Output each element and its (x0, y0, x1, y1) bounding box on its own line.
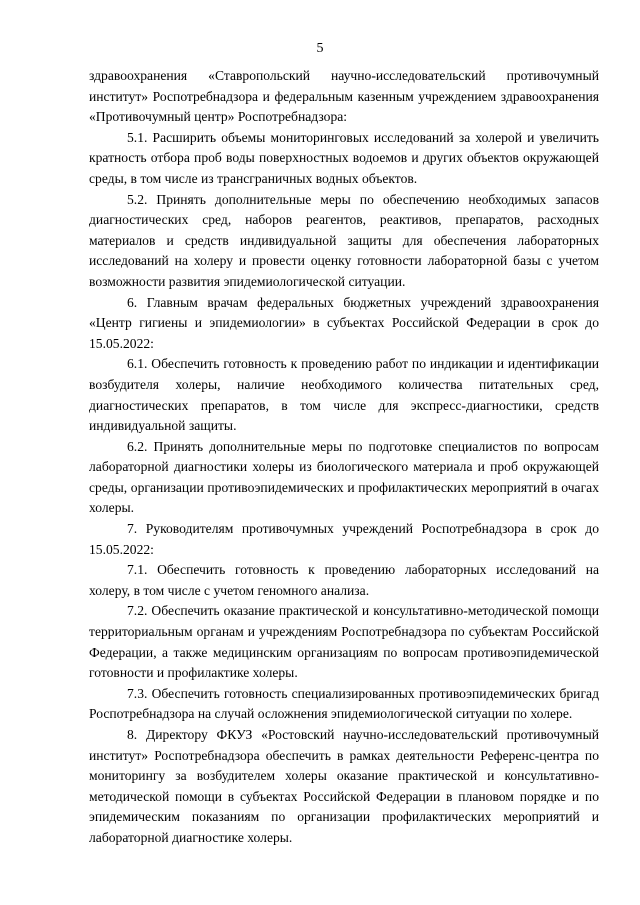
paragraph-7-2: 7.2. Обеспечить оказание практической и консультативно-методической помощи территориальным органам и учреждениям Роспотребнадзора по субъектам Российской Федерации, а также медицинским организациям по вопросам противоэпидемической готовности и профилактике холеры. (89, 603, 599, 681)
document-body (89, 66, 599, 849)
paragraph-5-1: 5.1. Расширить объемы мониторинговых исследований за холерой и увеличить кратность отбора проб воды поверхностных водоемов и других объектов окружающей среды, в том числе из трансграничных водных объектов. (89, 129, 599, 186)
paragraph-6-2: 6.2. Принять дополнительные меры по подготовке специалистов по вопросам лабораторной диагностики холеры из биологического материала и проб окружающей среды, организации противоэпидемических и профилактических мероприятий в очагах холеры. (89, 438, 599, 516)
page-number: 5 (316, 41, 324, 56)
paragraph-6-1: 6.1. Обеспечить готовность к проведению работ по индикации и идентификации возбудителя холеры, наличие необходимого количества питательных сред, диагностических препаратов, в том числе для экспресс-диагностики, средств индивидуальной защиты. (89, 356, 599, 434)
paragraph-5-2: 5.2. Принять дополнительные меры по обеспечению необходимых запасов диагностических сред, наборов реагентов, реактивов, препаратов, расходных материалов и средств индивидуальной защиты для обеспечения лабораторных исследований на холеру и провести оценку готовности лабораторной базы с учетом возможности развития эпидемиологической ситуации. (89, 191, 599, 289)
paragraph-intro-continuation: здравоохранения «Ставропольский научно-исследовательский противочумный институт» Роспотребнадзора и федеральным казенным учреждением здравоохранения «Противочумный центр» Роспотребнадзора: (89, 68, 599, 125)
paragraph-7-1: 7.1. Обеспечить готовность к проведению лабораторных исследований на холеру, в том числе с учетом геномного анализа. (89, 562, 599, 598)
paragraph-7: 7. Руководителям противочумных учреждений Роспотребнадзора в срок до 15.05.2022: (89, 521, 599, 557)
paragraph-8: 8. Директору ФКУЗ «Ростовский научно-исследовательский противочумный институт» Роспотребнадзора обеспечить в рамках деятельности Референс-центра по мониторингу за возбудителем холеры оказание практической и консультативно-методической помощи в субъектах Российской Федерации в плановом порядке и по эпидемическим показаниям по организации профилактических мероприятий и лабораторной диагностике холеры. (89, 727, 599, 845)
paragraph-7-3: 7.3. Обеспечить готовность специализированных противоэпидемических бригад Роспотребнадзора на случай осложнения эпидемиологической ситуации по холере. (89, 685, 599, 722)
paragraph-6: 6. Главным врачам федеральных бюджетных учреждений здравоохранения «Центр гигиены и эпидемиологии» в субъектах Российской Федерации в срок до 15.05.2022: (89, 294, 599, 351)
